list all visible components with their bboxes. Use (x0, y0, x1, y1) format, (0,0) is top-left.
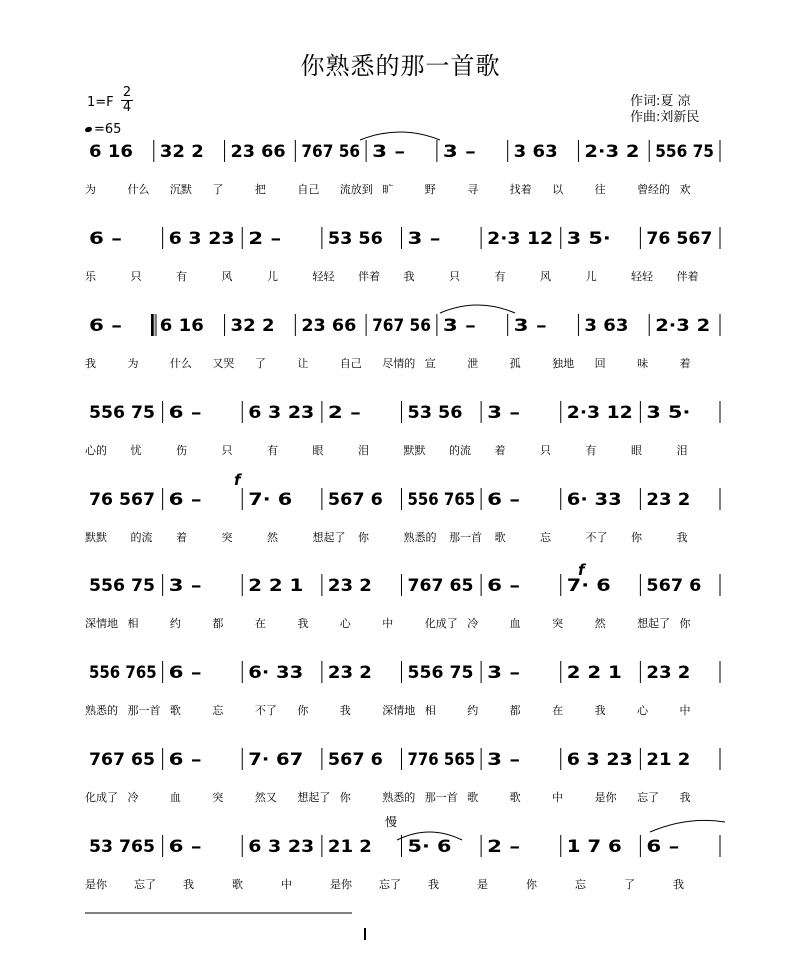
measure-notes: 7· 67 (248, 750, 304, 770)
lyric-syllable: 突 (221, 531, 233, 544)
lyric-syllable: 我 (339, 704, 351, 717)
lyric-syllable: 往 (594, 183, 606, 196)
lyric-syllable: 忘了 (134, 878, 156, 891)
lyric-syllable: 然 (267, 531, 278, 544)
lyric-syllable: 默默 (85, 531, 107, 544)
lyric-syllable: 想起了 (312, 531, 346, 544)
lyric-syllable: 伴着 (676, 270, 699, 283)
lyric-syllable: 约 (169, 617, 181, 630)
lyric-syllable: 是你 (85, 878, 107, 891)
lyric-syllable: 了 (212, 183, 224, 196)
measure-notes: 567 6 (327, 750, 383, 770)
lyric-syllable: 相 (127, 617, 139, 630)
lyric-syllable: 独地 (552, 357, 575, 370)
measure-notes: 3 5· (566, 229, 611, 249)
lyric-syllable: 泪 (676, 444, 688, 457)
measure-notes: 6 16 (159, 316, 204, 336)
measure-notes: 6 3 23 (248, 837, 315, 857)
lyric-syllable: 心 (637, 704, 649, 717)
measure-notes: 2 2 1 (248, 576, 304, 596)
lyric-syllable: 忘 (540, 531, 551, 544)
measure-notes: 767 56 (301, 142, 361, 162)
lyric-syllable: 心的 (85, 444, 107, 457)
measure-notes: 53 765 (89, 837, 155, 857)
measure-notes: 2 – (487, 837, 521, 857)
lyric-syllable: 的流 (449, 444, 471, 457)
measure-notes: 21 2 (327, 837, 372, 857)
lyric-syllable: 熟悉的 (382, 791, 416, 804)
measure-notes: 2·3 2 (655, 316, 711, 336)
lyric-syllable: 儿 (267, 270, 278, 283)
lyric-syllable: 是你 (330, 878, 352, 891)
slow-tempo-mark: 慢 (385, 815, 398, 829)
lyric-syllable: 的流 (130, 531, 153, 544)
measure-notes: 556 75 (89, 576, 155, 596)
measure-notes: 767 65 (89, 750, 155, 770)
measure-notes: 767 65 (407, 576, 474, 596)
lyric-syllable: 有 (176, 270, 187, 283)
measure-notes: 776 565 (407, 750, 476, 770)
lyric-syllable: 尽情的 (382, 357, 416, 370)
lyric-syllable: 风 (540, 270, 551, 283)
lyric-syllable: 以 (552, 183, 564, 196)
lyric-syllable: 歌 (494, 531, 506, 544)
measure-notes: 6 – (646, 837, 680, 857)
measure-notes: 6 – (168, 750, 202, 770)
lyric-syllable: 野 (424, 183, 436, 196)
measure-notes: 6 3 23 (168, 229, 235, 249)
lyric-syllable: 寻 (467, 183, 479, 196)
lyric-syllable: 眼 (312, 444, 324, 457)
lyric-syllable: 中 (552, 791, 564, 804)
lyric-syllable: 你 (339, 791, 351, 804)
lyric-syllable: 我 (85, 357, 96, 370)
lyric-syllable: 我 (297, 617, 309, 630)
key-signature: 1=F (87, 95, 114, 110)
measure-notes: 76 567 (89, 490, 155, 510)
lyric-syllable: 风 (221, 270, 233, 283)
measure-notes: 3 – (442, 142, 476, 162)
lyric-syllable: 是你 (594, 791, 617, 804)
lyric-syllable: 我 (183, 878, 194, 891)
lyric-syllable: 儿 (585, 270, 597, 283)
lyric-syllable: 那一首 (424, 791, 458, 804)
lyric-syllable: 你 (358, 531, 369, 544)
lyric-syllable: 了 (624, 878, 635, 891)
measure-notes: 3 63 (584, 316, 629, 336)
lyric-syllable: 我 (403, 270, 415, 283)
measure-notes: 556 75 (655, 142, 714, 162)
measure-notes: 6 16 (89, 142, 133, 162)
lyric-syllable: 着 (494, 444, 506, 457)
measure-notes: 3 – (487, 750, 521, 770)
lyric-syllable: 冷 (467, 617, 479, 630)
lyric-syllable: 歌 (509, 791, 521, 804)
lyric-syllable: 歌 (467, 791, 479, 804)
lyric-syllable: 不了 (585, 531, 608, 544)
lyric-syllable: 又哭 (212, 357, 235, 370)
measure-notes: 53 56 (327, 229, 383, 249)
lyric-syllable: 然又 (254, 791, 277, 804)
lyric-syllable: 在 (254, 617, 266, 630)
lyric-syllable: 什么 (169, 357, 192, 370)
lyric-syllable: 然 (594, 617, 606, 630)
measure-notes: 6 – (168, 837, 202, 857)
lyricist-credit: 作词:夏 凉 (630, 94, 691, 109)
measure-notes: 556 765 (89, 663, 157, 683)
lyric-syllable: 熟悉的 (403, 531, 437, 544)
lyric-syllable: 欢 (679, 183, 691, 196)
time-signature-denominator: 4 (122, 100, 132, 115)
lyric-syllable: 眼 (631, 444, 642, 457)
lyric-syllable: 沉默 (169, 183, 192, 196)
measure-notes: 2 2 1 (566, 663, 622, 683)
lyric-syllable: 味 (637, 357, 649, 370)
measure-notes: 567 6 (327, 490, 383, 510)
lyric-syllable: 忧 (130, 444, 142, 457)
lyric-syllable: 轻轻 (631, 270, 653, 283)
lyric-syllable: 了 (254, 357, 266, 370)
measure-notes: 3 5· (646, 403, 691, 423)
measure-notes: 3 – (487, 663, 521, 683)
lyric-syllable: 深情地 (85, 617, 118, 630)
forte-mark: f (578, 561, 585, 579)
measure-notes: 6 3 23 (248, 403, 315, 423)
measure-notes: 2·3 2 (584, 142, 640, 162)
lyric-syllable: 只 (540, 444, 551, 457)
lyric-syllable: 相 (424, 704, 436, 717)
lyric-syllable: 我 (673, 878, 684, 891)
lyric-syllable: 着 (176, 531, 187, 544)
lyric-syllable: 化成了 (85, 791, 118, 804)
lyric-syllable: 忘了 (379, 878, 401, 891)
measure-notes: 23 66 (230, 142, 286, 162)
lyric-syllable: 中 (281, 878, 292, 891)
lyric-syllable: 我 (679, 791, 691, 804)
lyric-syllable: 突 (552, 617, 564, 630)
measure-notes: 3 – (442, 316, 476, 336)
measure-notes: 2 – (327, 403, 361, 423)
lyric-syllable: 宣 (424, 357, 436, 370)
measure-notes: 6 3 23 (566, 750, 633, 770)
measure-notes: 6· 33 (566, 490, 622, 510)
measure-notes: 23 66 (301, 316, 357, 336)
measure-notes: 32 2 (230, 316, 275, 336)
measure-notes: 7· 6 (566, 576, 611, 596)
lyric-syllable: 血 (509, 617, 521, 630)
lyric-syllable: 那一首 (127, 704, 161, 717)
lyric-syllable: 化成了 (424, 617, 458, 630)
lyric-syllable: 忘 (212, 704, 224, 717)
lyric-syllable: 只 (221, 444, 233, 457)
lyric-syllable: 为 (127, 357, 139, 370)
lyric-syllable: 你 (297, 704, 309, 717)
lyric-syllable: 歌 (232, 878, 243, 891)
lyric-syllable: 默默 (403, 444, 426, 457)
measure-notes: 6 – (487, 490, 521, 510)
measure-notes: 2·3 12 (566, 403, 633, 423)
lyric-syllable: 忘 (575, 878, 586, 891)
measure-notes: 6 – (168, 490, 202, 510)
measure-notes: 76 567 (646, 229, 713, 249)
lyric-syllable: 旷 (382, 183, 394, 196)
lyric-syllable: 流放到 (339, 183, 373, 196)
lyric-syllable: 自己 (339, 357, 362, 370)
lyric-syllable: 心 (339, 617, 351, 630)
measure-notes: 6 – (487, 576, 521, 596)
song-title: 你熟悉的那一首歌 (300, 52, 501, 80)
lyric-syllable: 有 (494, 270, 506, 283)
tempo-value: =65 (94, 122, 122, 137)
lyric-syllable: 是 (477, 878, 488, 891)
lyric-syllable: 想起了 (637, 617, 671, 630)
measure-notes: 2·3 12 (487, 229, 554, 249)
measure-notes: 2 – (248, 229, 282, 249)
lyric-syllable: 自己 (297, 183, 320, 196)
measure-notes: 23 2 (327, 663, 372, 683)
lyric-syllable: 你 (526, 878, 537, 891)
lyric-syllable: 突 (212, 791, 224, 804)
lyric-syllable: 找着 (509, 183, 532, 196)
measure-notes: 23 2 (646, 663, 691, 683)
measure-notes: 53 56 (407, 403, 463, 423)
lyric-syllable: 有 (585, 444, 597, 457)
lyric-syllable: 我 (428, 878, 439, 891)
composer-credit: 作曲:刘新民 (630, 110, 700, 125)
measure-notes: 6 – (168, 663, 202, 683)
lyric-syllable: 只 (449, 270, 460, 283)
lyric-syllable: 冷 (127, 791, 139, 804)
measure-notes: 767 56 (372, 316, 431, 336)
measure-notes: 3 – (168, 576, 202, 596)
lyric-syllable: 乐 (85, 270, 96, 283)
slur-arc (360, 132, 440, 140)
measure-notes: 3 – (487, 403, 521, 423)
lyric-syllable: 我 (676, 531, 688, 544)
measure-notes: 32 2 (159, 142, 204, 162)
lyric-syllable: 伴着 (358, 270, 380, 283)
lyric-syllable: 在 (552, 704, 564, 717)
lyric-syllable: 让 (297, 357, 309, 370)
lyric-syllable: 伤 (176, 444, 187, 457)
lyric-syllable: 只 (130, 270, 142, 283)
lyric-syllable: 那一首 (449, 531, 482, 544)
measure-notes: 3 – (513, 316, 547, 336)
lyric-syllable: 曾经的 (637, 183, 671, 196)
lyric-syllable: 你 (631, 531, 642, 544)
measure-notes: 21 2 (646, 750, 691, 770)
measure-notes: 7· 6 (248, 490, 293, 510)
measure-notes: 3 – (372, 142, 406, 162)
time-signature-numerator: 2 (122, 85, 132, 100)
measure-notes: 556 75 (407, 663, 474, 683)
lyric-syllable: 泄 (467, 357, 479, 370)
lyric-syllable: 中 (679, 704, 691, 717)
lyric-syllable: 把 (254, 183, 266, 196)
lyric-syllable: 都 (212, 617, 224, 630)
lyric-syllable: 深情地 (382, 704, 416, 717)
measure-notes: 567 6 (646, 576, 702, 596)
measure-notes: 6 – (89, 316, 122, 336)
slur-arc (440, 305, 515, 313)
measure-notes: 1 7 6 (566, 837, 622, 857)
lyric-syllable: 什么 (127, 183, 150, 196)
lyric-syllable: 着 (679, 357, 691, 370)
forte-mark: f (234, 471, 241, 489)
lyric-syllable: 泪 (358, 444, 369, 457)
measure-notes: 23 2 (327, 576, 372, 596)
lyric-syllable: 有 (267, 444, 278, 457)
lyric-syllable: 我 (594, 704, 606, 717)
lyric-syllable: 为 (85, 183, 96, 196)
lyric-syllable: 忘了 (637, 791, 660, 804)
lyric-syllable: 歌 (169, 704, 181, 717)
measure-notes: 556 75 (89, 403, 155, 423)
measure-notes: 3 – (407, 229, 441, 249)
lyric-syllable: 孤 (509, 357, 521, 370)
measure-notes: 3 63 (513, 142, 558, 162)
slur-arc (650, 820, 725, 832)
measure-notes: 5· 6 (407, 837, 452, 857)
lyric-syllable: 熟悉的 (85, 704, 118, 717)
measure-notes: 6 – (168, 403, 202, 423)
measure-notes: 23 2 (646, 490, 691, 510)
lyric-syllable: 中 (382, 617, 394, 630)
lyric-syllable: 都 (509, 704, 521, 717)
measure-notes: 6· 33 (248, 663, 304, 683)
lyric-syllable: 约 (467, 704, 479, 717)
lyric-syllable: 你 (679, 617, 691, 630)
measure-notes: 6 – (89, 229, 122, 249)
lyric-syllable: 不了 (254, 704, 277, 717)
measure-notes: 556 765 (407, 490, 476, 510)
lyric-syllable: 轻轻 (312, 270, 335, 283)
lyric-syllable: 想起了 (297, 791, 331, 804)
lyric-syllable: 血 (169, 791, 181, 804)
lyric-syllable: 回 (594, 357, 606, 370)
